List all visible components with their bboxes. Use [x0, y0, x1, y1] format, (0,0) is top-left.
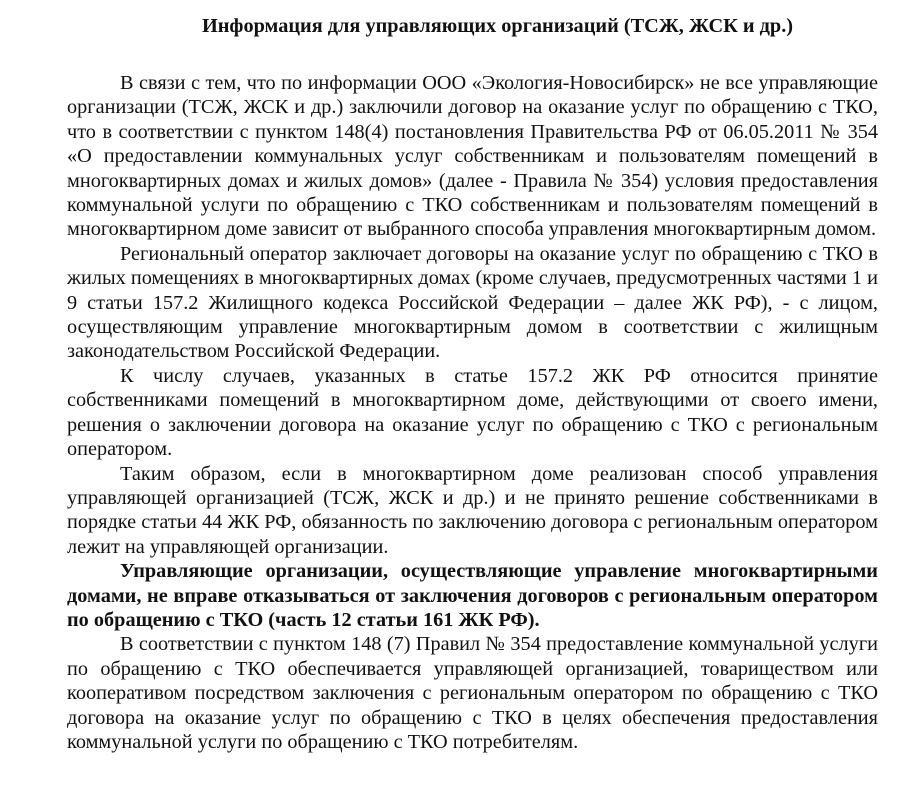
paragraph-bold-obligation: Управляющие организации, осуществляющие управление многоквартирными домами, не вправе отказываться от заключения договоров с региональным оператором по обращению с ТКО (часть 12 статьи 161 ЖК РФ).: [67, 560, 878, 631]
paragraph-regional-operator: Региональный оператор заключает договоры на оказание услуг по обращению с ТКО в жилых помещениях в многоквартирных домах (кроме случаев, предусмотренных частями 1 и 9 статьи 157.2 Жилищного кодекса Российской Федерации – далее ЖК РФ), - с лицом, осуществляющим управление многоквартирным домом в соответствии с жилищным законодательством Российской Федерации.: [67, 242, 878, 363]
document-title: Информация для управляющих организаций (ТСЖ, ЖСК и др.): [201, 15, 794, 37]
paragraph-conclusion: Таким образом, если в многоквартирном доме реализован способ управления управляющей организацией (ТСЖ, ЖСК и др.) и не принято решение собственниками в порядке статьи 44 ЖК РФ, обязанность по заключению договора с региональным оператором лежит на управляющей организации.: [67, 462, 878, 558]
paragraph-rules-148-7: В соответствии с пунктом 148 (7) Правил № 354 предоставление коммунальной услуги по обращению с ТКО обеспечивается управляющей организацией, товариществом или кооперативом посредством заключения с региональным оператором по обращению с ТКО договора на оказание услуг по обращению с ТКО в целях обеспечения предоставления коммунальной услуги по обращению с ТКО потребителям.: [67, 633, 878, 753]
paragraph-intro: В связи с тем, что по информации ООО «Экология-Новосибирск» не все управляющие организации (ТСЖ, ЖСК и др.) заключили договор на оказание услуг по обращению с ТКО, что в соответствии с пунктом 148(4) постановления Правительства РФ от 06.05.2011 № 354 «О предоставлении коммунальных услуг собственникам и пользователям помещений в многоквартирных домах и жилых домов» (далее - Правила № 354) условия предоставления коммунальной услуги по обращению с ТКО собственникам и пользователям помещений в многоквартирном доме зависит от выбранного способа управления многоквартирным домом.: [67, 72, 878, 241]
paragraph-cases: К числу случаев, указанных в статье 157.2 ЖК РФ относится принятие собственниками помещений в многоквартирном доме, действующими от своего имени, решения о заключении договора на оказание услуг по обращению с ТКО с региональным оператором.: [67, 364, 878, 461]
